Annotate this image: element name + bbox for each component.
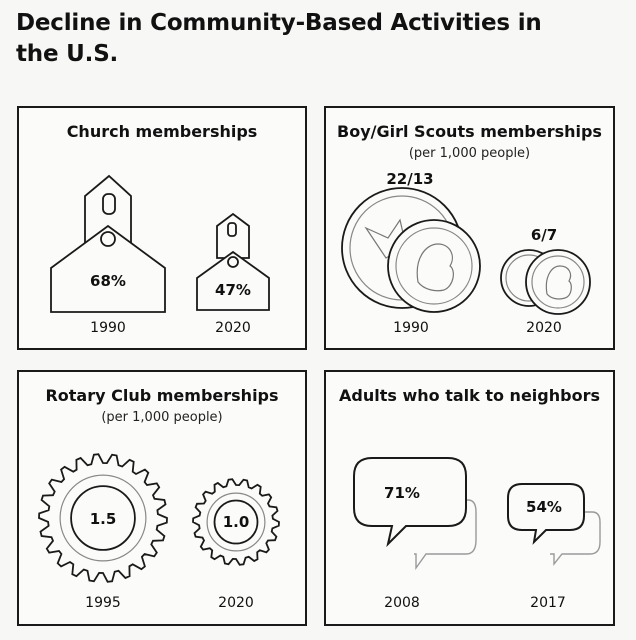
scout-badge-icon (388, 220, 480, 312)
neighbors-chart (326, 372, 613, 624)
x-tick-1995: 1995 (85, 595, 121, 611)
panel-title: Boy/Girl Scouts memberships (337, 122, 602, 141)
rotary-chart (19, 372, 305, 624)
scouts-panel (324, 106, 615, 350)
speech-bubble-icon (354, 458, 476, 568)
data-label-2020: 6/7 (530, 226, 558, 244)
page-title: Decline in Community-Based Activities in the U.S. (16, 10, 542, 67)
scouts-chart (326, 108, 613, 348)
data-label-2020: 47% (215, 281, 251, 299)
neighbors-panel (324, 370, 615, 626)
church-panel (17, 106, 307, 350)
data-label-2020: 1.0 (222, 513, 250, 531)
data-label-1995: 1.5 (89, 510, 117, 528)
church-icon (51, 176, 165, 312)
speech-bubble-icon (508, 484, 600, 564)
panel-title: Church memberships (66, 122, 258, 141)
panel-subtitle: (per 1,000 people) (101, 410, 223, 425)
x-tick-2008: 2008 (384, 595, 420, 611)
x-tick-1990: 1990 (393, 320, 429, 336)
x-tick-2017: 2017 (530, 595, 566, 611)
church-chart (19, 108, 305, 348)
panel-title: Adults who talk to neighbors (339, 386, 600, 405)
panel-subtitle: (per 1,000 people) (408, 146, 531, 161)
rotary-panel (17, 370, 307, 626)
data-label-1990: 68% (90, 272, 126, 290)
x-tick-2020: 2020 (526, 320, 562, 336)
scout-badge-icon (526, 250, 590, 314)
data-label-2017: 54% (526, 498, 562, 516)
panel-title: Rotary Club memberships (45, 386, 279, 405)
data-label-1990: 22/13 (386, 170, 434, 188)
x-tick-1990: 1990 (90, 320, 126, 336)
x-tick-2020: 2020 (215, 320, 251, 336)
x-tick-2020: 2020 (218, 595, 254, 611)
data-label-2008: 71% (384, 484, 420, 502)
